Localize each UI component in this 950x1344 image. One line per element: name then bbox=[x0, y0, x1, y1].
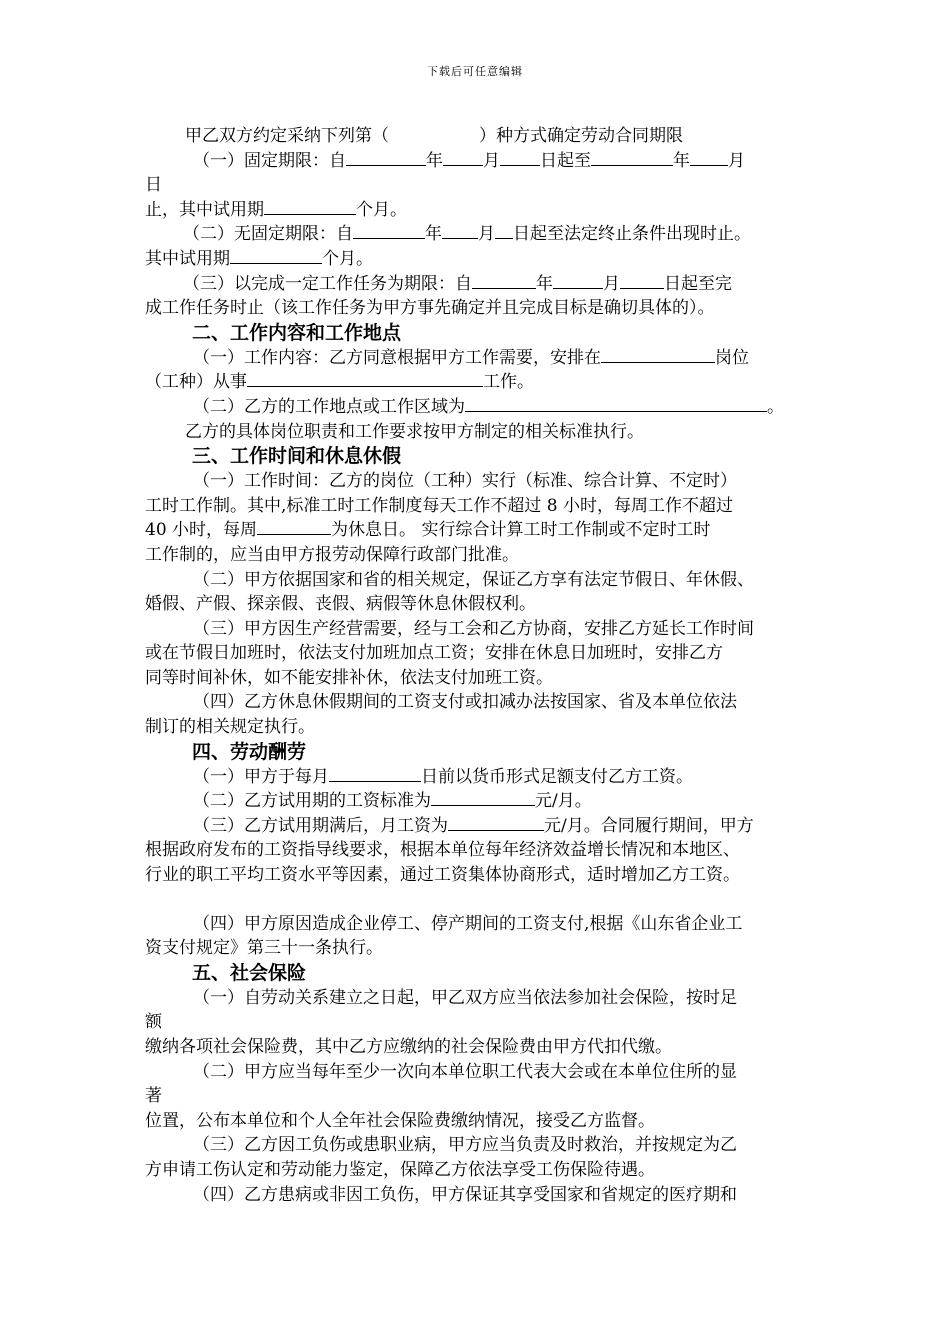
sec4-l7: 资支付规定》第三十一条执行。 bbox=[145, 938, 383, 959]
monthly-salary-blank[interactable] bbox=[448, 815, 544, 831]
position-blank[interactable] bbox=[601, 347, 715, 363]
sec4-p2: （二）乙方试用期的工资标准为 元/月。 bbox=[193, 791, 592, 812]
sec5-l6: 位置，公布本单位和个人全年社会保险费缴纳情况，接受乙方监督。 bbox=[145, 1110, 655, 1131]
sec3-l4: 工作制的，应当由甲方报劳动保障行政部门批准。 bbox=[145, 544, 519, 565]
term-fixed-cont: 止，其中试用期 个月。 bbox=[145, 199, 407, 220]
sec3-l6: 婚假、产假、探亲假、丧假、病假等休息休假权利。 bbox=[145, 594, 536, 615]
sec5-l9: （四）乙方患病或非因工负伤，甲方保证其享受国家和省规定的医疗期和 bbox=[193, 1184, 737, 1205]
term-task-cont: 成工作任务时止（该工作任务为甲方事先确定并且完成目标是确切具体的）。 bbox=[145, 298, 715, 319]
contract-body bbox=[145, 124, 825, 1207]
sec4-l5: 行业的职工平均工资水平等因素，通过工资集体协商形式，适时增加乙方工资。 bbox=[145, 865, 740, 886]
fixed-from-month-blank[interactable] bbox=[443, 150, 483, 166]
term-open-cont: 其中试用期 个月。 bbox=[145, 248, 373, 269]
task-from-year-blank[interactable] bbox=[472, 273, 536, 289]
sec4-p1: （一）甲方于每月 日前以货币形式足额支付乙方工资。 bbox=[193, 766, 693, 787]
fixed-from-day-blank[interactable] bbox=[500, 150, 540, 166]
section-3-title: 三、工作时间和休息休假 bbox=[192, 445, 402, 468]
rest-day-blank[interactable] bbox=[257, 519, 331, 535]
sec5-l2: 额 bbox=[145, 1012, 162, 1033]
section-4-title: 四、劳动酬劳 bbox=[192, 740, 307, 763]
open-from-year-blank[interactable] bbox=[353, 223, 425, 239]
term-fixed-wrap: 日 bbox=[145, 175, 162, 196]
sec3-l2: 工时工作制。其中,标准工时工作制度每天工作不超过 8 小时，每周工作不超过 bbox=[145, 495, 734, 516]
fixed-to-month-blank[interactable] bbox=[690, 150, 728, 166]
term-task: （三）以完成一定工作任务为期限：自 年 月 日起至完 bbox=[183, 273, 732, 294]
sec5-l5: 著 bbox=[145, 1086, 162, 1107]
sec4-p3: （三）乙方试用期满后，月工资为 元/月。合同履行期间，甲方 bbox=[193, 815, 754, 836]
sec4-l4: 根据政府发布的工资指导线要求，根据本单位每年经济效益增长情况和本地区、 bbox=[145, 840, 740, 861]
sec5-l7: （三）乙方因工负伤或患职业病，甲方应当负责及时救治，并按规定为乙 bbox=[193, 1135, 737, 1156]
term-open: （二）无固定期限：自 年 月 日起至法定终止条件出现时止。 bbox=[183, 224, 751, 245]
sec4-l6: （四）甲方原因造成企业停工、停产期间的工资支付,根据《山东省企业工 bbox=[193, 913, 743, 934]
sec3-l7: （三）甲方因生产经营需要，经与工会和乙方协商，安排乙方延长工作时间 bbox=[193, 618, 754, 639]
sec3-l1: （一）工作时间：乙方的岗位（工种）实行（标准、综合计算、不定时） bbox=[193, 471, 737, 492]
sec5-l8: 方申请工伤认定和劳动能力鉴定，保障乙方依法享受工伤保险待遇。 bbox=[145, 1159, 655, 1180]
sec3-l8: 或在节假日加班时，依法支付加班加点工资；安排在休息日加班时，安排乙方 bbox=[145, 643, 723, 664]
fixed-to-year-blank[interactable] bbox=[591, 150, 673, 166]
sec2-p1-cont: （工种）从事 工作。 bbox=[145, 372, 534, 393]
pay-day-blank[interactable] bbox=[329, 766, 421, 782]
work-location-blank[interactable] bbox=[465, 396, 767, 412]
fixed-probation-blank[interactable] bbox=[264, 199, 356, 215]
sec5-l1: （一）自劳动关系建立之日起，甲乙双方应当依法参加社会保险，按时足 bbox=[193, 987, 737, 1008]
probation-salary-blank[interactable] bbox=[431, 790, 535, 806]
sec2-p1: （一）工作内容：乙方同意根据甲方工作需要，安排在 岗位 bbox=[193, 347, 749, 368]
sec5-l4: （二）甲方应当每年至少一次向本单位职工代表大会或在本单位住所的显 bbox=[193, 1061, 737, 1082]
open-probation-blank[interactable] bbox=[230, 248, 322, 264]
sec3-l5: （二）甲方依据国家和省的相关规定，保证乙方享有法定节假日、年休假、 bbox=[193, 569, 754, 590]
task-from-month-blank[interactable] bbox=[553, 273, 603, 289]
page-header: 下载后可任意编辑 bbox=[427, 65, 523, 78]
open-from-day-blank[interactable] bbox=[495, 223, 513, 239]
task-from-day-blank[interactable] bbox=[620, 273, 664, 289]
sec3-l9: 同等时间补休，如不能安排补休，依法支付加班工资。 bbox=[145, 667, 553, 688]
job-description-blank[interactable] bbox=[247, 371, 483, 387]
fixed-from-year-blank[interactable] bbox=[346, 150, 426, 166]
sec3-l10: （四）乙方休息休假期间的工资支付或扣减办法按国家、省及本单位依法 bbox=[193, 692, 737, 713]
sec5-l3: 缴纳各项社会保险费，其中乙方应缴纳的社会保险费由甲方代扣代缴。 bbox=[145, 1037, 672, 1057]
open-from-month-blank[interactable] bbox=[442, 223, 478, 239]
term-intro: 甲乙双方约定采纳下列第（ ）种方式确定劳动合同期限 bbox=[185, 126, 683, 146]
section-2-title: 二、工作内容和工作地点 bbox=[192, 321, 402, 344]
section-5-title: 五、社会保险 bbox=[192, 961, 307, 984]
sec2-p3: 乙方的具体岗位职责和工作要求按甲方制定的相关标准执行。 bbox=[185, 421, 644, 442]
sec3-l11: 制订的相关规定执行。 bbox=[145, 717, 315, 738]
sec3-l3: 40 小时，每周 为休息日。 实行综合计算工时工作制或不定时工时 bbox=[145, 520, 711, 541]
term-fixed: （一）固定期限：自 年 月 日起至 年 月 bbox=[193, 150, 745, 171]
sec2-p2: （二）乙方的工作地点或工作区域为 。 bbox=[193, 396, 784, 417]
